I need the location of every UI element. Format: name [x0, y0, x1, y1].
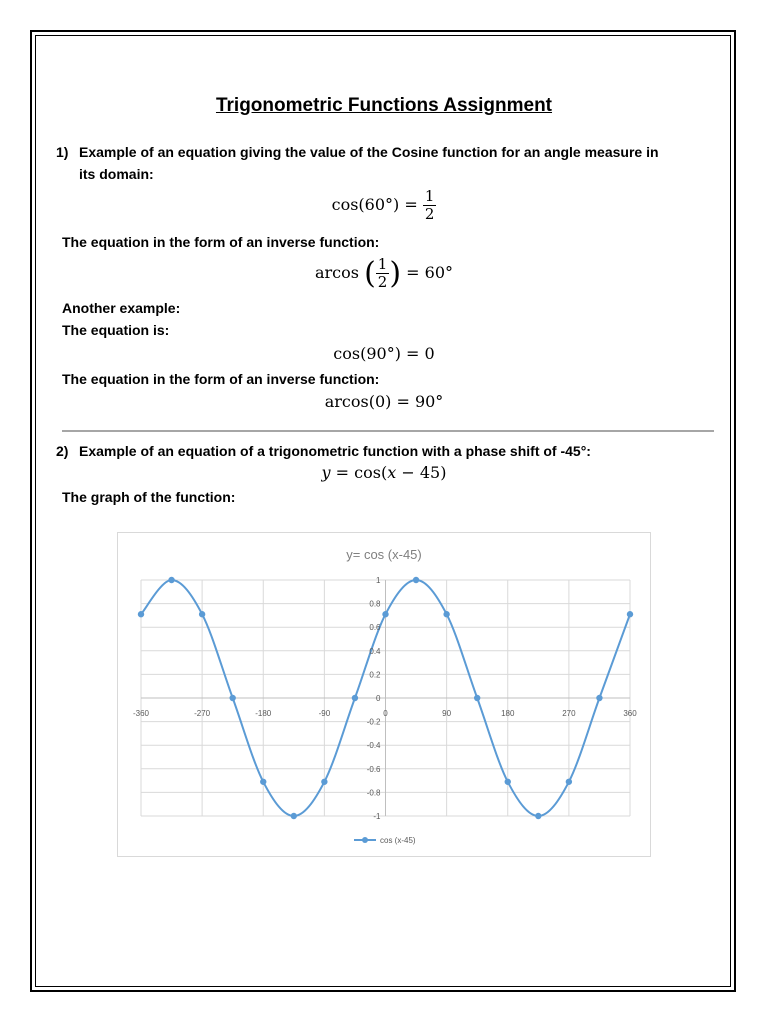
equation-y-cos [0, 463, 768, 482]
data-point [627, 611, 633, 617]
data-point [291, 813, 297, 819]
y-tick-label: 0.6 [369, 623, 381, 633]
y-tick-label: 0.2 [369, 670, 381, 680]
equation-arcos-0: arcos(0) = 90° [324, 392, 444, 411]
fraction-numerator: 1 [377, 255, 388, 273]
y-tick-label: 1 [376, 576, 381, 585]
fraction-one-half-2 [376, 256, 390, 291]
question-2-text: Example of an equation of a trigonometric function with a phase shift of -45°: [79, 443, 591, 459]
page-title: Trigonometric Functions Assignment [215, 95, 553, 116]
question-1-text-line1: Example of an equation giving the value of the Cosine function for an angle measure in [79, 144, 659, 160]
data-point [535, 813, 541, 819]
data-point [505, 779, 511, 785]
section-divider [62, 430, 714, 432]
data-point [199, 611, 205, 617]
x-tick-label: -180 [255, 709, 272, 718]
equation-cos-60 [0, 188, 768, 223]
x-tick-label: -360 [132, 709, 150, 718]
question-1-text-line2: its domain: [79, 166, 154, 182]
y-tick-label: 0.8 [369, 599, 381, 609]
x-tick-label: 180 [501, 709, 515, 718]
chart-container [117, 532, 651, 857]
equation-is-label: The equation is: [62, 322, 170, 338]
left-paren: ( [364, 256, 376, 291]
y-tick-label: -0.2 [366, 717, 381, 727]
eq-rest: − 45) [396, 463, 447, 482]
legend-label: cos (x-45) [380, 836, 416, 845]
another-example-label: Another example: [62, 300, 181, 316]
var-x: x [387, 463, 397, 482]
arcos-fn: arcos [314, 263, 359, 282]
data-point [352, 695, 358, 701]
inverse-label-2: The equation in the form of an inverse function: [62, 371, 380, 387]
y-tick-label: -0.6 [366, 764, 381, 774]
y-tick-label: -1 [373, 812, 381, 821]
legend-marker [362, 837, 368, 843]
data-point [168, 577, 174, 583]
inverse-label-1: The equation in the form of an inverse function: [62, 234, 380, 250]
chart-title: y= cos (x-45) [346, 547, 422, 562]
right-paren: ) [389, 256, 402, 291]
data-point [260, 779, 266, 785]
y-tick-label: -0.4 [366, 741, 381, 751]
equation-arcos-half [0, 256, 768, 291]
eq-part: = cos( [330, 463, 388, 482]
x-tick-label: 0 [383, 709, 388, 718]
data-point [443, 611, 449, 617]
data-point [413, 577, 419, 583]
x-tick-label: 90 [442, 709, 452, 718]
x-tick-label: -270 [194, 709, 211, 718]
graph-label: The graph of the function: [62, 489, 236, 505]
equation-arcos-rhs: = 60° [401, 263, 453, 282]
fraction-numerator: 1 [424, 187, 435, 205]
x-tick-label: -90 [318, 709, 331, 718]
y-tick-label: 0 [376, 694, 381, 703]
var-y: y [321, 463, 331, 482]
data-point [566, 779, 572, 785]
y-tick-label: 0.4 [369, 646, 381, 656]
data-point [138, 611, 144, 617]
cosine-chart [118, 533, 650, 856]
x-tick-label: 360 [623, 709, 637, 718]
data-point [382, 611, 388, 617]
question-1-number: 1) [56, 144, 69, 160]
y-tick-label: -0.8 [366, 788, 381, 798]
equation-cos-90: cos(90°) = 0 [333, 344, 435, 363]
equation-cos-60-lhs: cos(60°) = [331, 195, 423, 214]
data-point [474, 695, 480, 701]
data-point [596, 695, 602, 701]
fraction-denominator: 2 [377, 273, 388, 291]
fraction-denominator: 2 [424, 205, 435, 223]
question-2-number: 2) [56, 443, 69, 459]
data-point [229, 695, 235, 701]
data-point [321, 779, 327, 785]
x-tick-label: 270 [562, 709, 576, 718]
fraction-one-half [423, 188, 437, 223]
